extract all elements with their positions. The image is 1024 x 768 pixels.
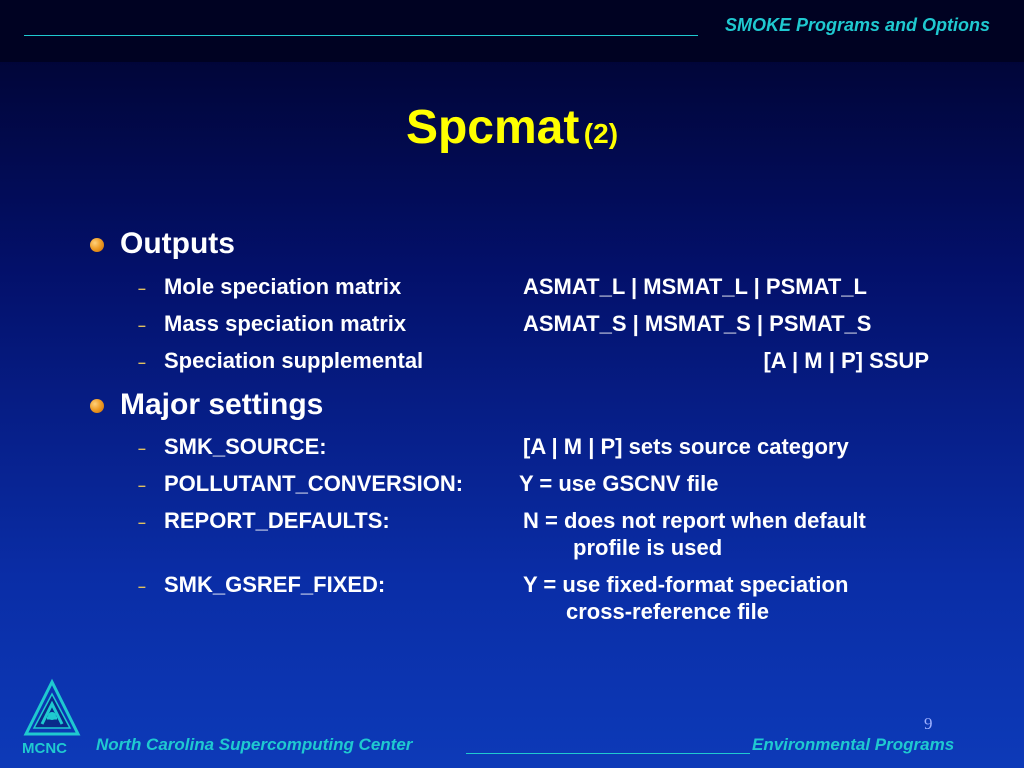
list-item-continuation xyxy=(0,535,1024,563)
dash-icon: – xyxy=(138,578,146,594)
setting-value-continuation: cross-reference file xyxy=(566,599,769,624)
setting-label: SMK_GSREF_FIXED: xyxy=(164,572,386,597)
header-rule xyxy=(24,35,698,36)
bullet-icon xyxy=(90,399,104,413)
bullet-icon xyxy=(90,238,104,252)
setting-value-continuation: profile is used xyxy=(573,535,723,560)
setting-label: POLLUTANT_CONVERSION: xyxy=(164,471,464,496)
footer-text xyxy=(96,735,955,755)
output-value: ASMAT_L | MSMAT_L | PSMAT_L xyxy=(523,274,867,299)
list-item xyxy=(0,471,1024,499)
output-label: Mass speciation matrix xyxy=(164,311,407,336)
list-item xyxy=(0,434,1024,462)
list-item xyxy=(0,311,1024,339)
dash-icon: – xyxy=(138,514,146,530)
list-item-continuation xyxy=(0,599,1024,627)
header-title: SMOKE Programs and Options xyxy=(724,15,990,35)
output-value: ASMAT_S | MSMAT_S | PSMAT_S xyxy=(523,311,872,336)
output-label: Speciation supplemental xyxy=(164,348,424,373)
settings-label: Major settings xyxy=(120,388,324,421)
footer-rule xyxy=(466,753,750,754)
page-number: 9 xyxy=(924,714,933,733)
output-label: Mole speciation matrix xyxy=(164,274,402,299)
logo-text: MCNC xyxy=(22,740,67,757)
list-item xyxy=(0,572,1024,600)
output-value: [A | M | P] SSUP xyxy=(763,348,929,373)
dash-icon: – xyxy=(138,317,146,333)
footer-right-text: Environmental Programs xyxy=(752,735,955,754)
setting-value: Y = use GSCNV file xyxy=(519,471,719,496)
setting-value: [A | M | P] sets source category xyxy=(523,434,849,459)
outputs-label: Outputs xyxy=(120,227,235,260)
list-item xyxy=(0,274,1024,302)
dash-icon: – xyxy=(138,280,146,296)
slide-title xyxy=(0,100,1024,155)
slide-title-suffix: (2) xyxy=(583,118,619,149)
setting-value: N = does not report when default xyxy=(523,508,866,533)
dash-icon: – xyxy=(138,440,146,456)
slide-title-main: Spcmat xyxy=(405,101,580,154)
setting-value: Y = use fixed-format speciation xyxy=(523,572,849,597)
dash-icon: – xyxy=(138,354,146,370)
footer-left-text: North Carolina Supercomputing Center xyxy=(96,735,413,754)
dash-icon: – xyxy=(138,477,146,493)
setting-label: REPORT_DEFAULTS: xyxy=(164,508,390,533)
setting-label: SMK_SOURCE: xyxy=(164,434,327,459)
list-item xyxy=(0,348,1024,376)
list-item xyxy=(0,508,1024,536)
